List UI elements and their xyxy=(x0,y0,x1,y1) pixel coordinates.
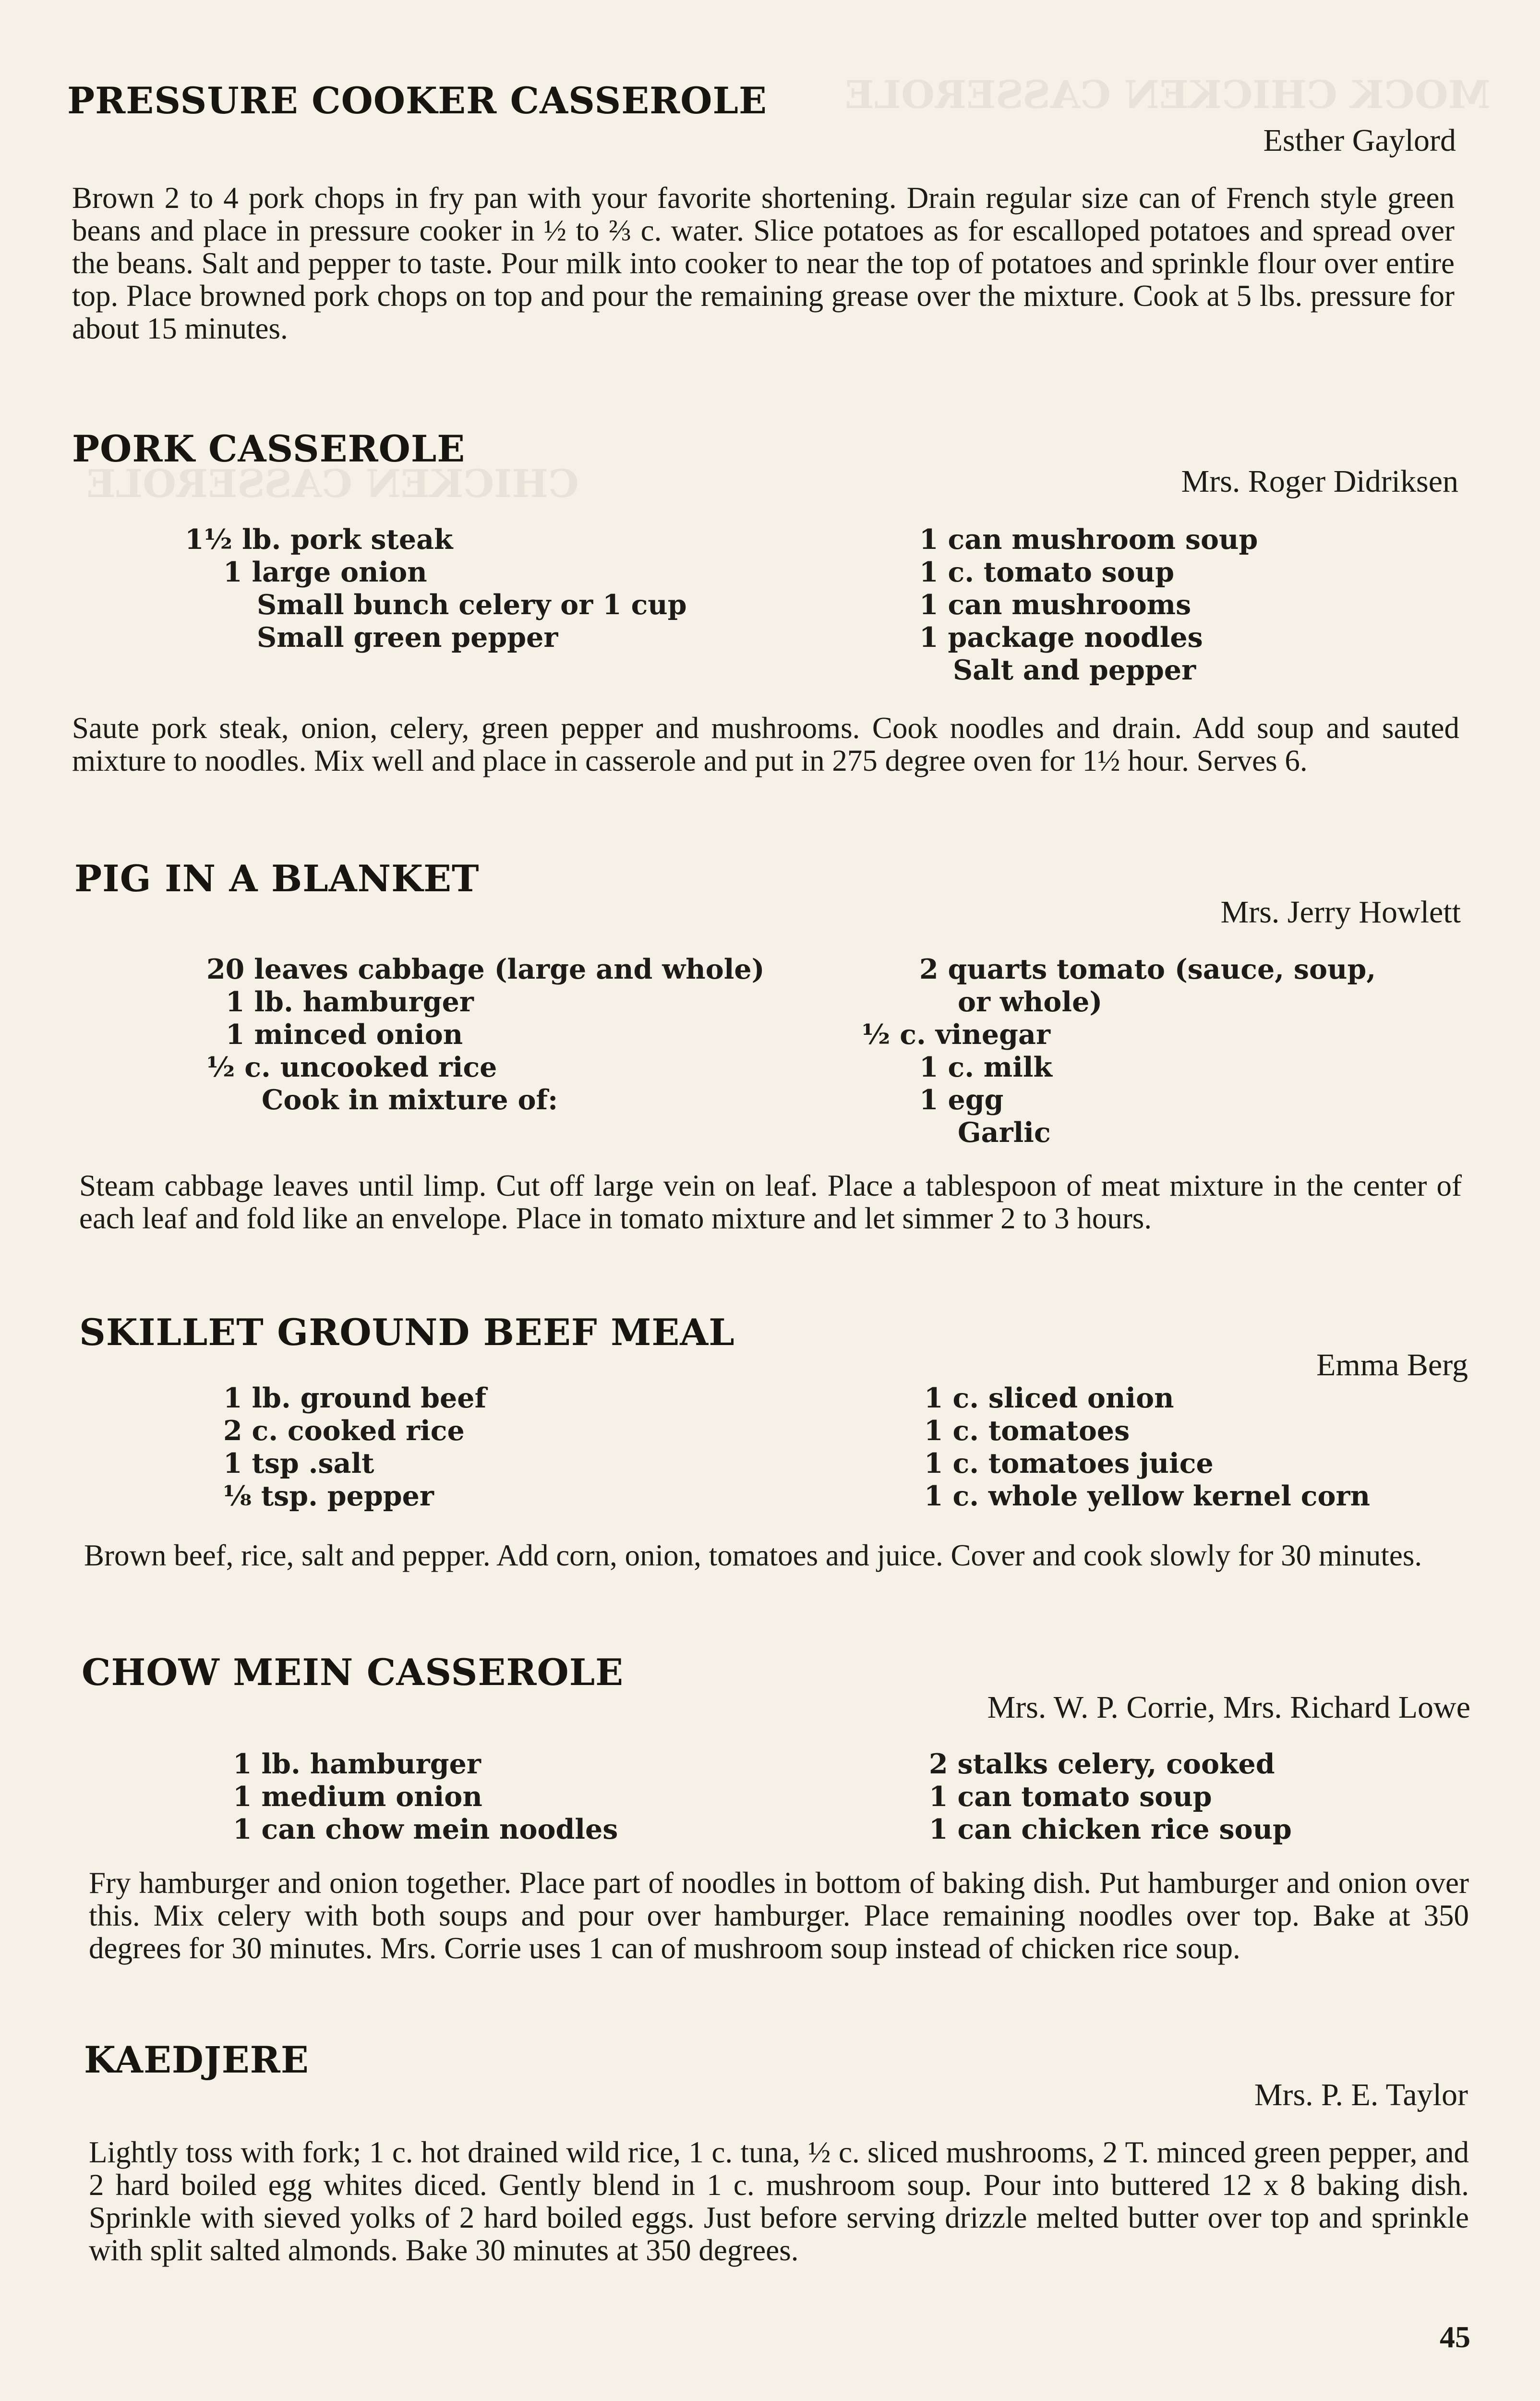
recipe-author: Mrs. W. P. Corrie, Mrs. Richard Lowe xyxy=(987,1690,1470,1725)
ingredient-list-left xyxy=(185,523,687,654)
recipe-instructions: Fry hamburger and onion together. Place part of noodles in bottom of baking dish. Put hamburger and onion over this. Mix celery with both soups and pour over hamburger. Place remaining noodles over top. Bake at 350 degrees for 30 minutes. Mrs. Corrie uses 1 can of mushroom soup instead of chicken rice soup. xyxy=(89,1866,1469,1965)
ingredient-item: Cook in mixture of: xyxy=(262,1084,558,1116)
recipe-instructions: Steam cabbage leaves until limp. Cut off large vein on leaf. Place a tablespoon of meat mixture in the center of each leaf and fold like an envelope. Place in tomato mixture and let simmer 2 to 3 hours. xyxy=(79,1169,1462,1235)
recipe-author: Emma Berg xyxy=(1316,1347,1468,1382)
ingredient-item: 1 can chow mein noodles xyxy=(233,1813,618,1845)
ingredient-item: 1½ lb. pork steak xyxy=(185,523,453,556)
page-number: 45 xyxy=(1440,2320,1470,2354)
bleed-through-text: CHICKEN CASSEROLE xyxy=(86,461,579,506)
ingredient-item: 2 quarts tomato (sauce, soup, xyxy=(919,953,1376,985)
ingredient-list-right xyxy=(924,1382,1370,1513)
ingredient-item: 1 can tomato soup xyxy=(929,1781,1212,1813)
ingredient-item: 1 large onion xyxy=(223,556,427,588)
recipe-instructions: Brown beef, rice, salt and pepper. Add corn, onion, tomatoes and juice. Cover and cook slowly for 30 minutes. xyxy=(84,1539,1422,1572)
ingredient-item: 1 c. sliced onion xyxy=(924,1382,1174,1414)
recipe-instructions: Brown 2 to 4 pork chops in fry pan with your favorite shortening. Drain regular size can of French style green beans and place in pressure cooker in ½ to ⅔ c. water. Slice potatoes as for escalloped potatoes and spread over the beans. Salt and pepper to taste. Pour milk into cooker to near the top of potatoes and sprinkle flour over entire top. Place browned pork chops on top and pour the remaining grease over the mixture. Cook at 5 lbs. pressure for about 15 minutes. xyxy=(72,181,1455,345)
recipe-title-chow-mein-casserole: CHOW MEIN CASSEROLE xyxy=(82,1651,624,1694)
recipe-author: Mrs. P. E. Taylor xyxy=(1254,2077,1468,2112)
ingredient-item: Small bunch celery or 1 cup xyxy=(257,589,687,621)
recipe-title-kaedjere: KAEDJERE xyxy=(84,2038,309,2081)
recipe-instructions: Saute pork steak, onion, celery, green pepper and mushrooms. Cook noodles and drain. Add soup and sauted mixture to noodles. Mix well and place in casserole and put in 275 degree oven for 1½ hour. Serves 6. xyxy=(72,711,1459,777)
ingredient-item: 1 c. tomatoes xyxy=(924,1415,1130,1447)
ingredient-item: 2 stalks celery, cooked xyxy=(929,1748,1275,1780)
ingredient-item: ½ c. uncooked rice xyxy=(206,1051,497,1083)
ingredient-list-left xyxy=(206,953,765,1116)
ingredient-item: 1 minced onion xyxy=(226,1019,463,1051)
recipe-author: Mrs. Jerry Howlett xyxy=(1220,895,1461,930)
recipe-title-pork-casserole: PORK CASSEROLE xyxy=(72,427,466,470)
ingredient-item: 1 can chicken rice soup xyxy=(929,1813,1292,1845)
ingredient-item: 1 c. milk xyxy=(919,1051,1053,1083)
ingredient-item: Garlic xyxy=(958,1116,1051,1149)
bleed-through-text: MOCK CHICKEN CASSEROLE xyxy=(845,72,1491,117)
ingredient-item: Salt and pepper xyxy=(953,654,1196,686)
ingredient-item: 1 lb. hamburger xyxy=(233,1748,481,1780)
ingredient-item: 1 medium onion xyxy=(233,1781,482,1813)
ingredient-list-right xyxy=(929,1748,1292,1846)
ingredient-item: or whole) xyxy=(958,986,1103,1018)
recipe-title-pressure-cooker-casserole: PRESSURE COOKER CASSEROLE xyxy=(67,79,767,122)
recipe-title-skillet-ground-beef-meal: SKILLET GROUND BEEF MEAL xyxy=(79,1311,735,1354)
ingredient-list-right xyxy=(862,953,1376,1149)
ingredient-item: 1 can mushrooms xyxy=(919,589,1191,621)
ingredient-item: ½ c. vinegar xyxy=(862,1019,1050,1051)
ingredient-item: Small green pepper xyxy=(257,621,558,654)
ingredient-list-left xyxy=(223,1382,486,1513)
ingredient-item: 1 c. tomatoes juice xyxy=(924,1447,1214,1479)
ingredient-item: ⅛ tsp. pepper xyxy=(223,1480,434,1512)
recipe-author: Esther Gaylord xyxy=(1263,123,1456,158)
ingredient-item: 1 package noodles xyxy=(919,621,1203,654)
ingredient-list-left xyxy=(233,1748,618,1846)
ingredient-item: 1 can mushroom soup xyxy=(919,523,1258,556)
ingredient-item: 1 c. tomato soup xyxy=(919,556,1175,588)
ingredient-item: 1 lb. ground beef xyxy=(223,1382,487,1414)
recipe-instructions: Lightly toss with fork; 1 c. hot drained wild rice, 1 c. tuna, ½ c. sliced mushrooms, 2 T. minced green pepper, and 2 hard boiled egg whites diced. Gently blend in 1 c. mushroom soup. Pour into buttered 12 x 8 baking dish. Sprinkle with sieved yolks of 2 hard boiled eggs. Just before serving drizzle melted butter over top and sprinkle with split salted almonds. Bake 30 minutes at 350 degrees. xyxy=(89,2135,1469,2267)
ingredient-item: 20 leaves cabbage (large and whole) xyxy=(206,953,765,985)
ingredient-item: 1 c. whole yellow kernel corn xyxy=(924,1480,1371,1512)
recipe-title-pig-in-a-blanket: PIG IN A BLANKET xyxy=(74,857,480,900)
ingredient-list-right xyxy=(919,523,1258,687)
ingredient-item: 1 tsp .salt xyxy=(223,1447,374,1479)
ingredient-item: 2 c. cooked rice xyxy=(223,1415,465,1447)
ingredient-item: 1 egg xyxy=(919,1084,1004,1116)
recipe-author: Mrs. Roger Didriksen xyxy=(1181,464,1458,499)
ingredient-item: 1 lb. hamburger xyxy=(226,986,474,1018)
